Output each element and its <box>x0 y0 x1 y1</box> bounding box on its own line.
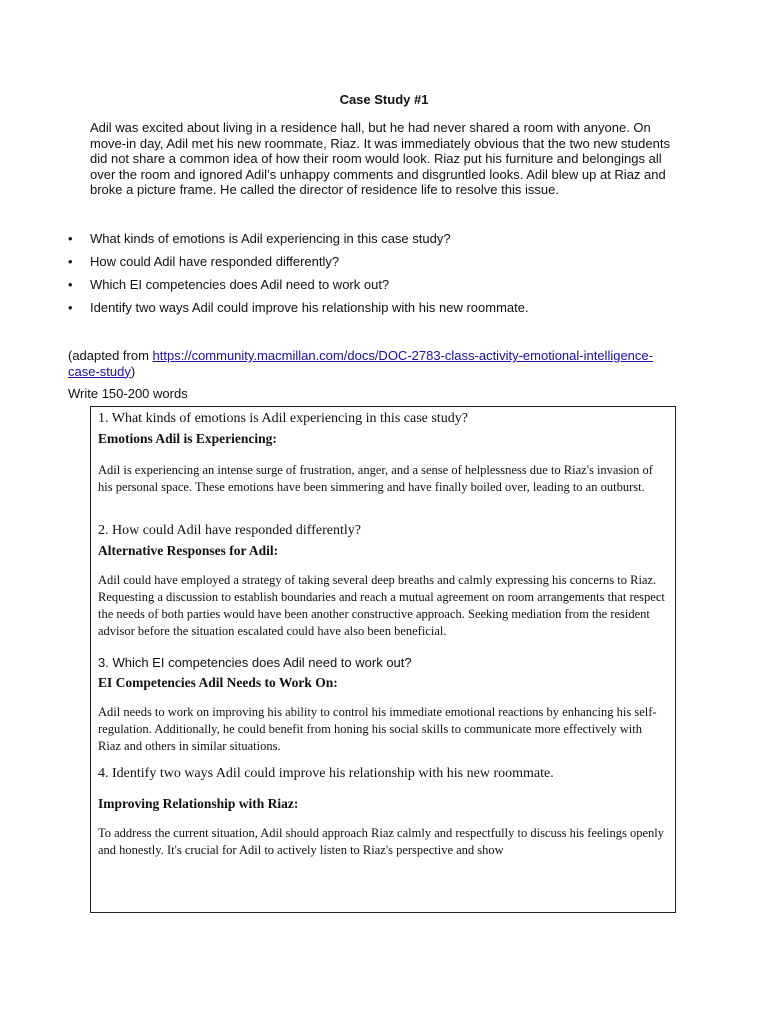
list-item <box>68 276 708 299</box>
bullet-icon: • <box>68 300 73 315</box>
answer-heading-1: Emotions Adil is Experiencing: <box>98 431 277 446</box>
question-text: How could Adil have responded differently? <box>90 254 340 269</box>
answer-question-2: 2. How could Adil have responded differently? <box>98 523 361 538</box>
question-list <box>68 230 708 322</box>
source-link[interactable]: https://community.macmillan.com/docs/DOC-2783-class-activity-emotional-intelligence-case-study <box>68 348 653 379</box>
source-prefix: (adapted from <box>68 348 153 363</box>
question-text: Which EI competencies does Adil need to work out? <box>90 277 390 292</box>
bullet-icon: • <box>68 231 73 246</box>
list-item <box>68 253 708 276</box>
word-count-instruction: Write 150-200 words <box>68 386 188 401</box>
answer-body-4: To address the current situation, Adil should approach Riaz calmly and respectfully to discuss his feelings openly and honestly. It's crucial for Adil to actively listen to Riaz's perspective and show <box>98 826 665 857</box>
bullet-icon: • <box>68 254 73 269</box>
answer-box <box>90 406 676 913</box>
question-text: Identify two ways Adil could improve his relationship with his new roommate. <box>90 300 529 315</box>
answer-body-1: Adil is experiencing an intense surge of frustration, anger, and a sense of helplessness due to Riaz's invasion of his personal space. These emotions have been simmering and have finally boiled over, leading to an outburst. <box>98 463 653 494</box>
page-title: Case Study #1 <box>339 92 429 107</box>
source-citation <box>68 348 668 379</box>
list-item <box>68 299 708 322</box>
answer-heading-2: Alternative Responses for Adil: <box>98 543 279 558</box>
bullet-icon: • <box>68 277 73 292</box>
answer-heading-3: EI Competencies Adil Needs to Work On: <box>98 675 338 690</box>
answer-question-3: 3. Which EI competencies does Adil need to work out? <box>98 655 412 670</box>
source-suffix: ) <box>130 363 136 379</box>
answer-body-3: Adil needs to work on improving his ability to control his immediate emotional reactions by enhancing his self-regulation. Additionally, he could benefit from honing his social skills to communicate more effectively with Riaz and others in similar situations. <box>98 705 657 753</box>
question-text: What kinds of emotions is Adil experiencing in this case study? <box>90 231 451 246</box>
answer-question-4: 4. Identify two ways Adil could improve his relationship with his new roommate. <box>98 766 554 781</box>
answer-body-2: Adil could have employed a strategy of taking several deep breaths and calmly expressing his concerns to Riaz. Requesting a discussion to establish boundaries and reach a mutual agreement on room arrangements that respect the needs of both parties would have been another constructive approach. Seeking mediation from the resident advisor before the situation escalated could have also been beneficial. <box>98 573 665 638</box>
case-study-intro: Adil was excited about living in a residence hall, but he had never shared a room with anyone. On move-in day, Adil met his new roommate, Riaz. It was immediately obvious that the two new students did not share a common idea of how their room would look. Riaz put his furniture and belongings all over the room and ignored Adil’s unhappy comments and disgruntled looks. Adil blew up at Riaz and broke a picture frame. He called the director of residence life to resolve this issue. <box>90 120 670 198</box>
answer-question-1: 1. What kinds of emotions is Adil experiencing in this case study? <box>98 411 468 426</box>
list-item <box>68 230 708 253</box>
answer-heading-4: Improving Relationship with Riaz: <box>98 796 299 811</box>
